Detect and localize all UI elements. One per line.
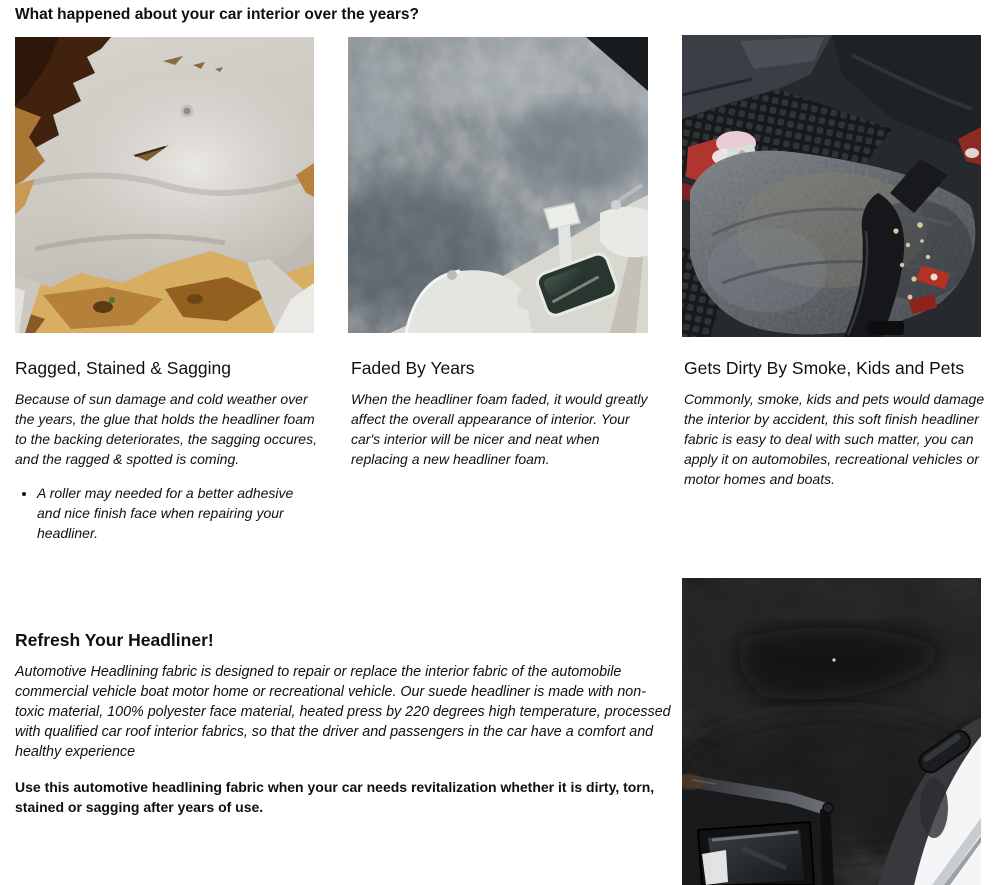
refresh-body: Automotive Headlining fabric is designed to repair or replace the interior fabric of the automobile commercial vehicle boat motor home or recreational vehicle. Our suede headliner is made with non-toxic material, 100% polyester face material, heated press by 220 degrees high temperature, processed with qualified car roof interior fabrics, so that the driver and passengers in the car have a comfort and healthy experience (15, 664, 671, 760)
refresh-heading: Refresh Your Headliner! (15, 630, 214, 650)
dirty-seat-photo (682, 35, 981, 337)
suede-headliner-illustration (682, 578, 981, 885)
column-dirty (684, 357, 986, 489)
column-ragged (15, 357, 317, 543)
faded-headliner-photo (348, 37, 648, 333)
column-faded (351, 357, 653, 469)
suede-headliner-photo (682, 578, 981, 885)
column-heading: Gets Dirty By Smoke, Kids and Pets (684, 358, 965, 378)
column-body: When the headliner foam faded, it would greatly affect the overall appearance of interior. Your car's interior will be nicer and neat when replacing a new headliner foam. (351, 391, 648, 467)
column-bullet-list (15, 483, 317, 543)
column-heading: Ragged, Stained & Sagging (15, 358, 231, 378)
torn-headliner-illustration (15, 37, 314, 333)
faded-headliner-illustration (348, 37, 648, 333)
refresh-emphasis: Use this automotive headlining fabric when your car needs revitalization whether it is dirty, torn, stained or sagging after years of use. (15, 779, 655, 815)
column-body: Commonly, smoke, kids and pets would damage the interior by accident, this soft finish headliner fabric is easy to deal with such matter, you can apply it on automobiles, recreational vehicles or motor homes and boats. (684, 391, 985, 487)
column-heading: Faded By Years (351, 358, 475, 378)
column-body: Because of sun damage and cold weather over the years, the glue that holds the headliner foam to the backing deteriorates, the sagging occures, and the ragged & spotted is coming. (15, 391, 317, 467)
torn-headliner-photo (15, 37, 314, 333)
bullet-item: • A roller may needed for a better adhesive and nice finish face when repairing your headliner. (37, 483, 317, 543)
refresh-section (15, 629, 675, 817)
dirty-seat-illustration (682, 35, 981, 337)
page-title: What happened about your car interior over the years? (15, 6, 419, 23)
